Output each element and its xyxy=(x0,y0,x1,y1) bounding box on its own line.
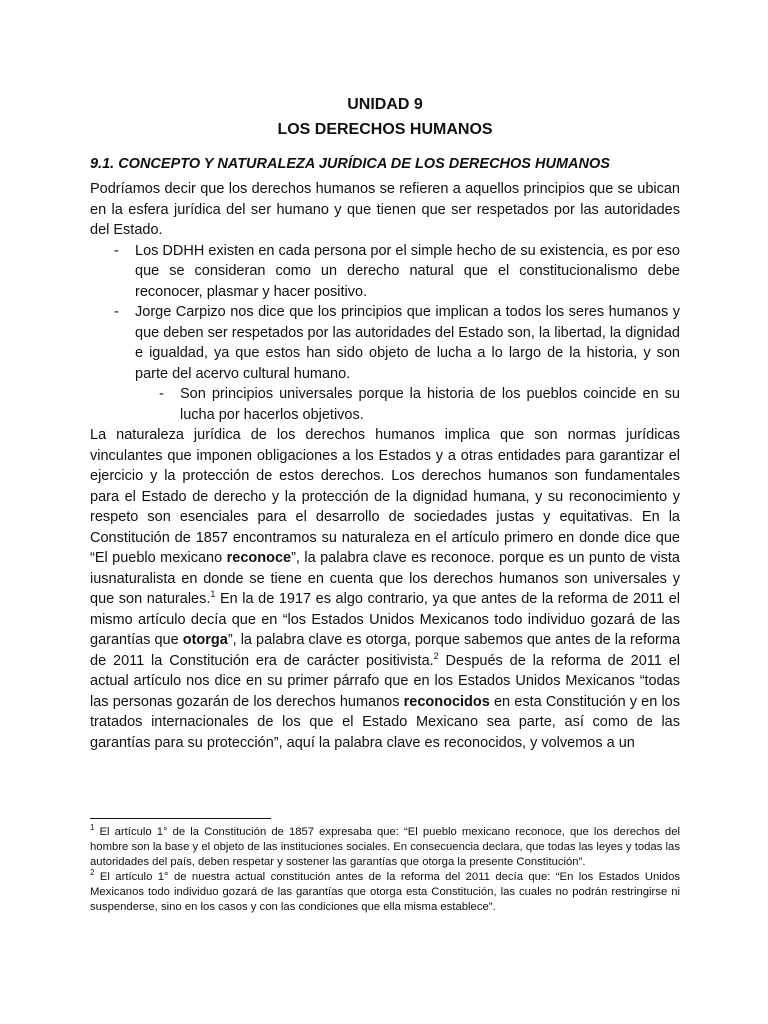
document-page xyxy=(90,92,680,753)
body-text: Después de la reforma de 2011 el actual artículo nos dice en su primer párrafo que en los Estados Unidos Mexicanos “todas las personas gozarán de los derechos humanos xyxy=(90,652,680,710)
footnote-number: 2 xyxy=(90,868,95,878)
dash-marker: - xyxy=(114,304,119,320)
list-item xyxy=(90,302,680,384)
intro-paragraph: Podríamos decir que los derechos humanos se refieren a aquellos principios que se ubican en la esfera jurídica del ser humano y que tienen que ser respetados por las autoridades del Estado. xyxy=(90,181,680,238)
list-item xyxy=(90,241,680,303)
list-item-text: Los DDHH existen en cada persona por el simple hecho de su existencia, es por eso que se consideran como un derecho natural que el constitucionalismo debe reconocer, plasmar y hacer positivo. xyxy=(135,242,680,300)
body-text: ”, la palabra clave es reconoce. porque es un punto de vista iusnaturalista en donde se tiene en cuenta que los derechos humanos son universales y que son naturales. xyxy=(90,550,680,607)
body-text: La naturaleza jurídica de los derechos humanos implica que son normas jurídicas vinculantes que imponen obligaciones a los Estados y a otras entidades para garantizar el ejercicio y la protección de estos derechos. Los derechos humanos son fundamentales para el Estado de derecho y la protección de la dignidad humana, y su reconocimiento y respeto son esenciales para el desarrollo de sociedades justas y equitativas. En la Constitución de 1857 encontramos su naturaleza en el artículo primero en donde dice que “El pueblo mexicano xyxy=(90,427,680,566)
footnote-text: El artículo 1° de nuestra actual constitución antes de la reforma del 2011 decía que: “En los Estados Unidos Mexicanos todo individuo gozará de las garantías que otorga esta Constitución, las cuales no podrán restringirse ni suspenderse, sino en los casos y con las condiciones que ella misma establece”. xyxy=(90,871,680,913)
section-heading: 9.1. CONCEPTO Y NATURALEZA JURÍDICA DE LOS DERECHOS HUMANOS xyxy=(90,156,610,172)
unit-name-title: LOS DERECHOS HUMANOS xyxy=(277,121,493,138)
keyword-reconoce: reconoce xyxy=(226,550,292,566)
footnote-ref-1[interactable]: 1 xyxy=(210,589,216,600)
keyword-otorga: otorga xyxy=(182,632,228,648)
list-item-text: Jorge Carpizo nos dice que los principios que implican a todos los seres humanos y que deben ser respetados por las autoridades del Estado son, la libertad, la dignidad e igualdad, ya que estos han sido objeto de lucha a lo largo de la historia, y son parte del acervo cultural humano. xyxy=(135,304,680,382)
body-text: En la de 1917 es algo contrario, ya que antes de la reforma de 2011 el mismo artículo decía que en “los Estados Unidos Mexicanos todo individuo gozará de las garantías que xyxy=(90,591,680,648)
sub-list-item xyxy=(90,384,680,425)
footnotes xyxy=(90,825,680,915)
dash-marker: - xyxy=(159,386,164,402)
footnote-number: 1 xyxy=(90,823,95,833)
footnote-separator xyxy=(90,818,271,819)
footnote-ref-2[interactable]: 2 xyxy=(433,650,439,661)
sub-list-item-text: Son principios universales porque la historia de los pueblos coincide en su lucha por hacerlos objetivos. xyxy=(180,386,680,423)
footnote-text: El artículo 1° de la Constitución de 1857 expresaba que: “El pueblo mexicano reconoce, que los derechos del hombre son la base y el objeto de las instituciones sociales. En consecuencia declara, que todas las leyes y todas las autoridades del país, deben respetar y sostener las garantías que otorga la presente Constitución”. xyxy=(90,826,680,868)
dash-marker: - xyxy=(114,242,119,259)
body-text: en esta Constitución y en los tratados internacionales de los que el Estado Mexicano sea parte, así como de las garantías para su protección”, aquí la palabra clave es reconocidos, y volvemos a un xyxy=(90,693,680,751)
keyword-reconocidos: reconocidos xyxy=(403,693,490,710)
footnote-1 xyxy=(90,825,680,870)
body-text: ”, la palabra clave es otorga, porque sabemos que antes de la reforma de 2011 la Constitución era de carácter positivista. xyxy=(90,632,681,669)
bullet-list xyxy=(90,241,680,426)
body-paragraph xyxy=(90,425,680,753)
unit-number-title: UNIDAD 9 xyxy=(347,96,423,113)
footnote-2 xyxy=(90,870,680,915)
